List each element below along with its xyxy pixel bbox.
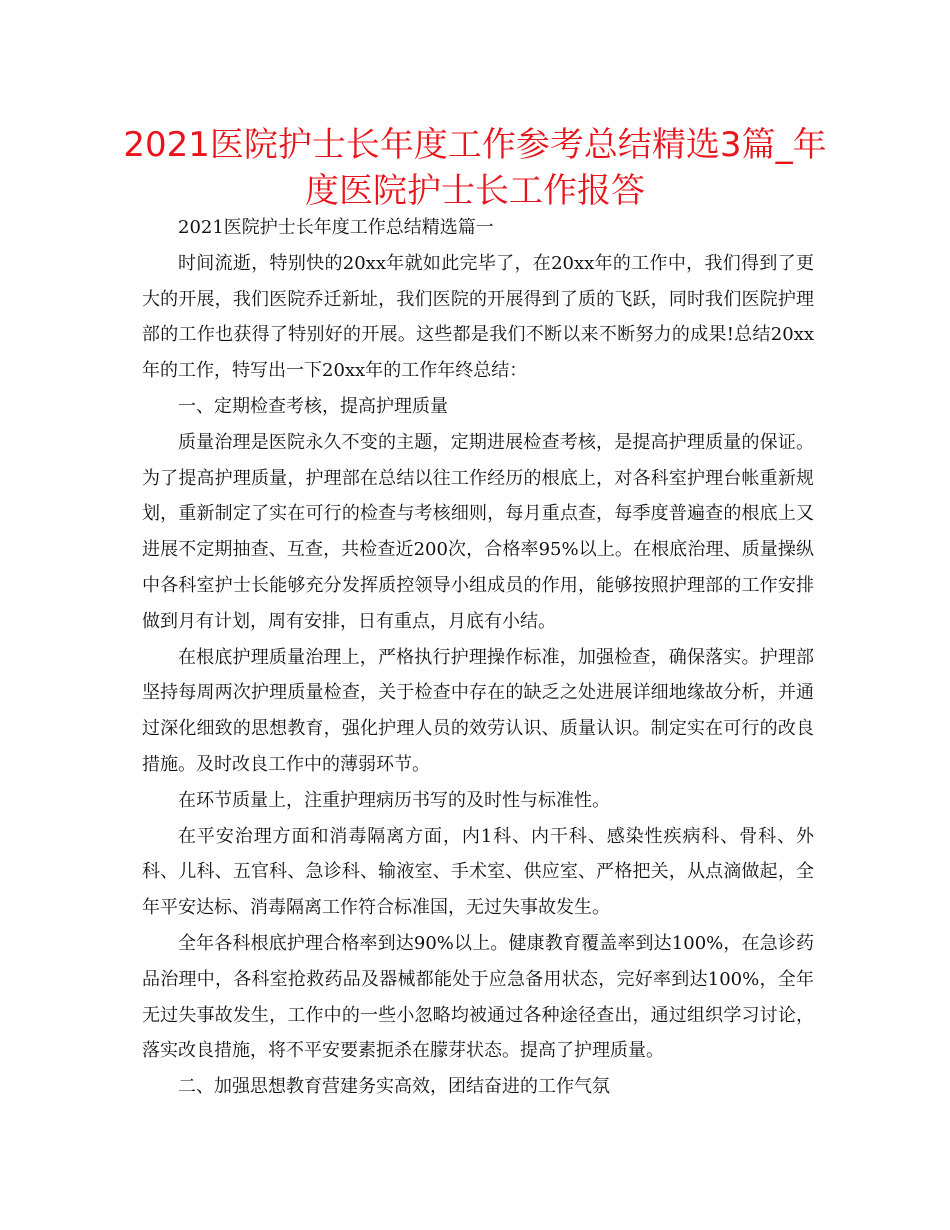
paragraph: 质量治理是医院永久不变的主题，定期进展检查考核，是提高护理质量的保证。为了提高护理质量，护理部在总结以往工作经历的根底上，对各科室护理台帐重新规划，重新制定了实在可行的检查与考核细则，每月重点查，每季度普遍查的根底上又进展不定期抽查、互查，共检查近200次，合格率95%以上。在根底治理、质量操纵中各科室护士长能够充分发挥质控领导小组成员的作用，能够按照护理部的工作安排做到月有计划，周有安排，日有重点，月底有小结。 <box>142 431 814 632</box>
paragraph: 在平安治理方面和消毒隔离方面，内1科、内干科、感染性疾病科、骨科、外科、儿科、五官科、急诊科、输液室、手术室、供应室、严格把关，从点滴做起，全年平安达标、消毒隔离工作符合标准国，无过失事故发生。 <box>142 825 814 919</box>
paragraph: 时间流逝，特别快的20xx年就如此完毕了，在20xx年的工作中，我们得到了更大的开展，我们医院乔迁新址，我们医院的开展得到了质的飞跃，同时我们医院护理部的工作也获得了特别好的开展。这些都是我们不断以来不断努力的成果!总结20xx年的工作，特写出一下20xx年的工作年终总结： <box>142 252 814 382</box>
section-heading: 二、加强思想教育营建务实高效，团结奋进的工作气氛 <box>178 1076 610 1098</box>
section-heading: 2021医院护士长年度工作总结精选篇一 <box>178 217 494 238</box>
paragraph: 在环节质量上，注重护理病历书写的及时性与标准性。 <box>178 789 610 811</box>
section-heading: 一、定期检查考核，提高护理质量 <box>178 395 448 417</box>
document-title: 2021医院护士长年度工作参考总结精选3篇_年度医院护士长工作报答 <box>123 125 827 211</box>
paragraph: 在根底护理质量治理上，严格执行护理操作标准，加强检查，确保落实。护理部坚持每周两次护理质量检查，关于检查中存在的缺乏之处进展详细地缘故分析，并通过深化细致的思想教育，强化护理人员的效劳认识、质量认识。制定实在可行的改良措施。及时改良工作中的薄弱环节。 <box>142 646 814 775</box>
document-body <box>142 210 814 1105</box>
paragraph: 全年各科根底护理合格率到达90%以上。健康教育覆盖率到达100%，在急诊药品治理中，各科室抢救药品及器械都能处于应急备用状态，完好率到达100%，全年无过失事故发生，工作中的一些小忽略均被通过各种途径查出，通过组织学习讨论，落实改良措施，将不平安要素扼杀在朦芽状态。提高了护理质量。 <box>142 932 814 1062</box>
